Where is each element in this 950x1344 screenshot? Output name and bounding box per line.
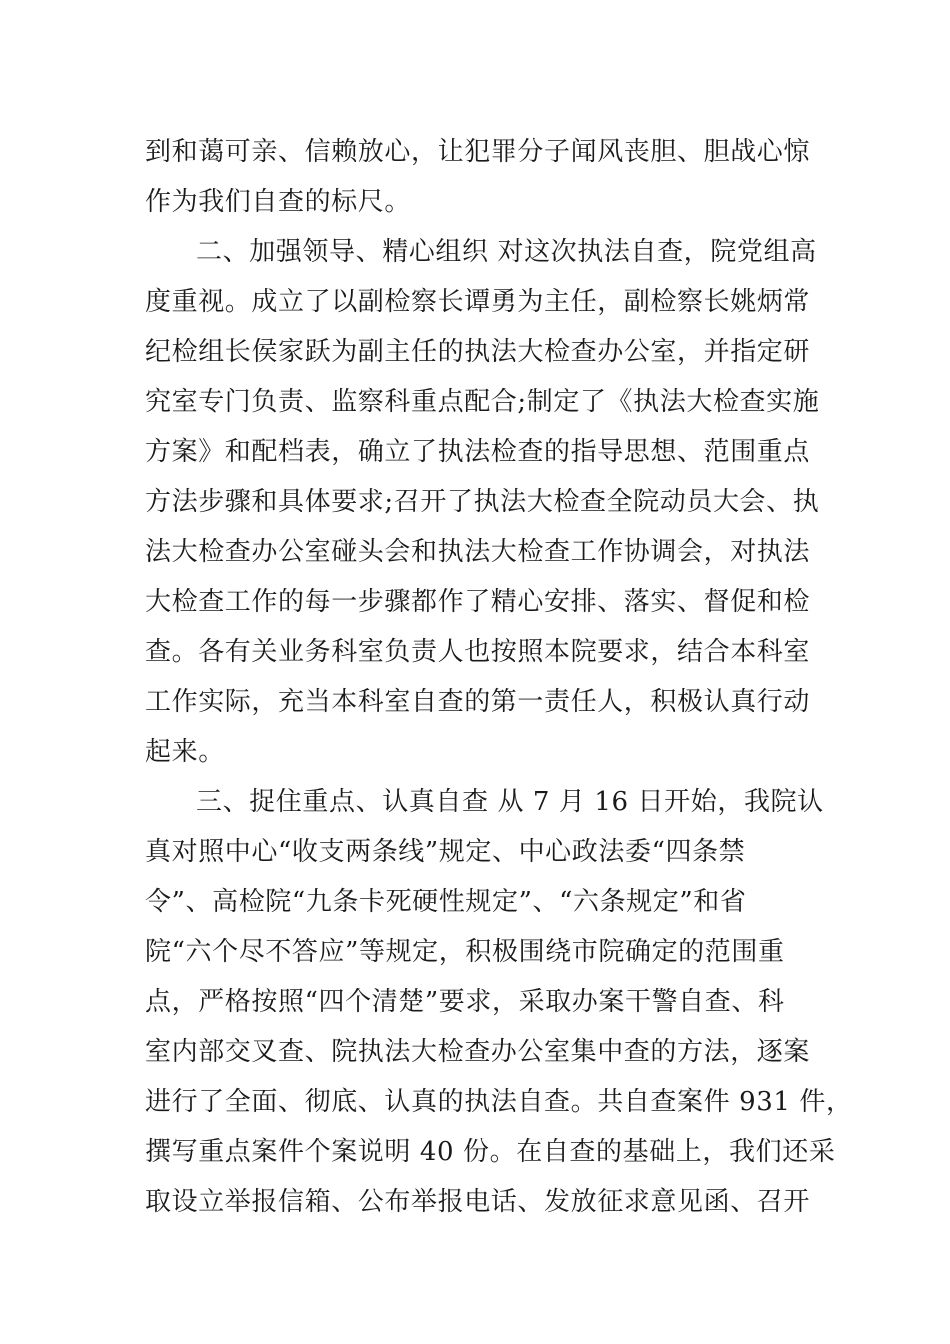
text-line: 大检查工作的每一步骤都作了精心安排、落实、督促和检 — [145, 587, 811, 617]
text-line: 院“六个尽不答应”等规定，积极围绕市院确定的范围重 — [145, 937, 785, 967]
text-line: 到和蔼可亲、信赖放心，让犯罪分子闻风丧胆、胆战心惊 — [145, 137, 811, 167]
text-line: 查。各有关业务科室负责人也按照本院要求，结合本科室 — [145, 637, 811, 667]
text-line: 究室专门负责、监察科重点配合;制定了《执法大检查实施 — [145, 387, 820, 417]
section-heading-line: 二、加强领导、精心组织 对这次执法自查，院党组高 — [196, 237, 817, 267]
text-line: 纪检组长侯家跃为副主任的执法大检查办公室，并指定研 — [145, 337, 811, 367]
text-line: 进行了全面、彻底、认真的执法自查。共自查案件 931 件， — [145, 1087, 853, 1117]
text-line: 室内部交叉查、院执法大检查办公室集中查的方法，逐案 — [145, 1037, 811, 1067]
text-line: 法大检查办公室碰头会和执法大检查工作协调会，对执法 — [145, 537, 811, 567]
text-line: 度重视。成立了以副检察长谭勇为主任，副检察长姚炳常 — [145, 287, 811, 317]
text-line: 点，严格按照“四个清楚”要求，采取办案干警自查、科 — [145, 987, 785, 1017]
text-line: 撰写重点案件个案说明 40 份。在自查的基础上，我们还采 — [145, 1137, 836, 1167]
text-line: 方法步骤和具体要求;召开了执法大检查全院动员大会、执 — [145, 487, 820, 517]
text-line: 工作实际，充当本科室自查的第一责任人，积极认真行动 — [145, 687, 811, 717]
text-line: 取设立举报信箱、公布举报电话、发放征求意见函、召开 — [145, 1187, 811, 1217]
text-line: 真对照中心“收支两条线”规定、中心政法委“四条禁 — [145, 837, 746, 867]
text-line: 令”、高检院“九条卡死硬性规定”、“六条规定”和省 — [145, 887, 747, 917]
text-line: 作为我们自查的标尺。 — [145, 187, 412, 217]
section-heading-line: 三、捉住重点、认真自查 从 7 月 16 日开始，我院认 — [196, 787, 824, 817]
text-line: 方案》和配档表，确立了执法检查的指导思想、范围重点 — [145, 437, 811, 467]
text-line: 起来。 — [145, 737, 225, 767]
